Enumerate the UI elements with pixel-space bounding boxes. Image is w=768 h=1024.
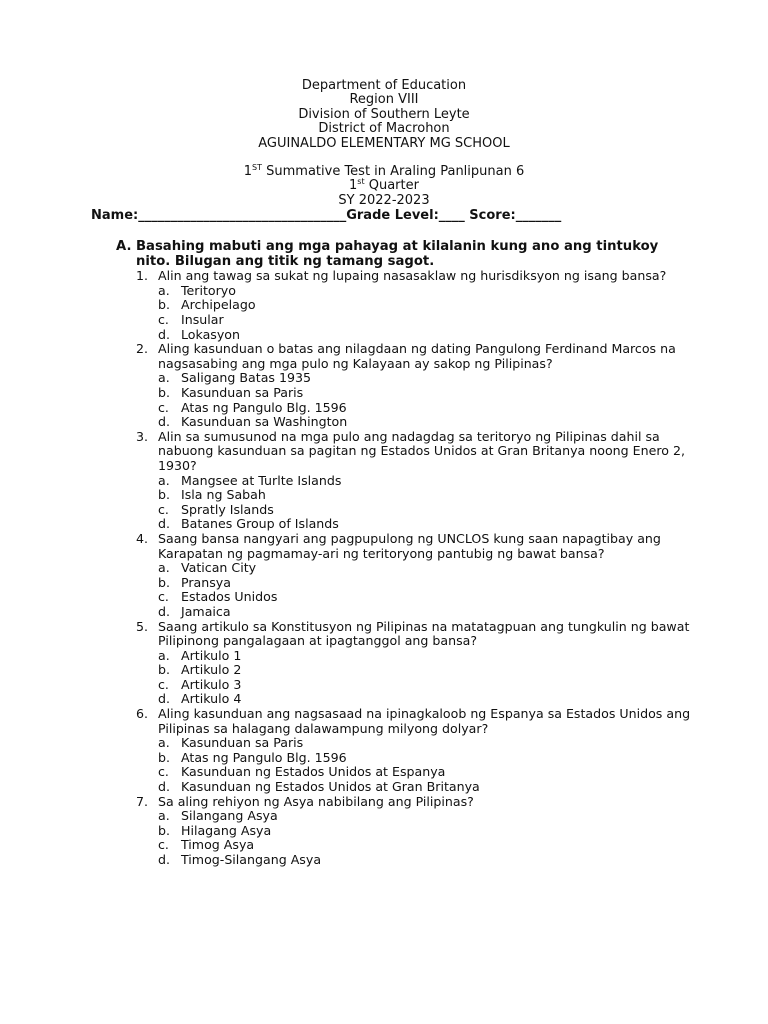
answer-choice — [158, 692, 696, 707]
question-item — [136, 620, 696, 708]
choice-text: Kasunduan sa Paris — [181, 735, 304, 751]
test-title-suffix: ST — [252, 163, 262, 173]
choice-list — [136, 561, 696, 619]
choice-list — [136, 371, 696, 429]
answer-choice — [158, 780, 696, 795]
choice-text: Hilagang Asya — [181, 822, 272, 838]
answer-choice — [158, 824, 696, 839]
quarter-suffix: st — [357, 177, 365, 187]
answer-choice — [158, 474, 696, 489]
answer-choice — [158, 765, 696, 780]
question-text: Alin ang tawag sa sukat ng lupaing nasasaklaw ng hurisdiksyon ng isang bansa? — [158, 268, 667, 284]
answer-choice — [158, 503, 696, 518]
choice-letter: d. — [158, 516, 170, 532]
choice-text: Insular — [181, 312, 224, 328]
answer-choice — [158, 298, 696, 313]
choice-letter: d. — [158, 779, 170, 795]
choice-text: Batanes Group of Islands — [181, 516, 339, 532]
section-label: A. — [116, 239, 132, 255]
choice-letter: a. — [158, 647, 170, 663]
header-spacer — [0, 151, 768, 165]
choice-text: Spratly Islands — [181, 501, 274, 517]
question-number: 5. — [136, 618, 149, 634]
question-item — [136, 342, 696, 430]
answer-choice — [158, 284, 696, 299]
choice-text: Artikulo 4 — [181, 691, 242, 707]
choice-text: Pransya — [181, 574, 231, 590]
choice-letter: d. — [158, 603, 170, 619]
answer-choice — [158, 517, 696, 532]
answer-choice — [158, 853, 696, 868]
quarter-text: Quarter — [364, 178, 419, 194]
question-text: Alin sa sumusunod na mga pulo ang nadagdag sa teritoryo ng Pilipinas dahil sa nabuong kasunduan sa pagitan ng Estados Unidos at Gran Britanya noong Enero 2, 1930? — [158, 428, 685, 473]
choice-letter: b. — [158, 662, 170, 678]
choice-letter: c. — [158, 676, 169, 692]
choice-letter: b. — [158, 487, 170, 503]
choice-letter: b. — [158, 385, 170, 400]
choice-text: Archipelago — [181, 297, 256, 313]
header-region: Region VIII — [349, 92, 419, 108]
choice-letter: b. — [158, 574, 170, 590]
choice-text: Silangang Asya — [181, 808, 278, 824]
header-district: District of Macrohon — [318, 121, 450, 137]
choice-list — [136, 284, 696, 342]
choice-text: Vatican City — [181, 560, 257, 576]
choice-text: Artikulo 3 — [181, 676, 242, 692]
question-list — [116, 269, 696, 867]
choice-text: Kasunduan ng Estados Unidos at Espanya — [181, 764, 446, 780]
question-item — [136, 269, 696, 342]
answer-choice — [158, 401, 696, 416]
choice-letter: d. — [158, 852, 170, 867]
question-number: 6. — [136, 706, 149, 722]
test-title-text: Summative Test in Araling Panlipunan 6 — [262, 164, 525, 180]
choice-letter: a. — [158, 472, 170, 488]
choice-text: Mangsee at Turlte Islands — [181, 472, 342, 488]
school-year: SY 2022-2023 — [338, 192, 430, 208]
choice-letter: a. — [158, 808, 170, 824]
question-row — [136, 707, 696, 736]
quarter-label — [0, 179, 768, 193]
question-item — [136, 532, 696, 620]
answer-choice — [158, 663, 696, 678]
question-number: 1. — [136, 268, 149, 284]
answer-choice — [158, 313, 696, 328]
question-number: 7. — [136, 793, 149, 809]
test-title-number: 1 — [243, 164, 253, 180]
answer-choice — [158, 751, 696, 766]
choice-letter: b. — [158, 822, 170, 838]
header-division: Division of Southern Leyte — [298, 106, 470, 122]
choice-list — [136, 649, 696, 707]
answer-choice — [158, 488, 696, 503]
answer-choice — [158, 576, 696, 591]
question-row — [136, 795, 696, 810]
question-row — [136, 620, 696, 649]
choice-letter: a. — [158, 370, 170, 386]
question-item — [136, 795, 696, 868]
question-item — [136, 707, 696, 795]
answer-choice — [158, 838, 696, 853]
question-text: Aling kasunduan o batas ang nilagdaan ng dating Pangulong Ferdinand Marcos na nagsasabing ang mga pulo ng Kalayaan ay sakop ng Pilipinas? — [158, 341, 676, 371]
choice-letter: d. — [158, 326, 170, 342]
choice-letter: d. — [158, 691, 170, 707]
choice-text: Teritoryo — [181, 282, 236, 298]
answer-choice — [158, 415, 696, 430]
quarter-number: 1 — [349, 178, 358, 194]
choice-letter: c. — [158, 312, 169, 328]
choice-text: Timog Asya — [181, 837, 255, 853]
choice-list — [136, 736, 696, 794]
choice-letter: c. — [158, 764, 169, 780]
choice-text: Kasunduan ng Estados Unidos at Gran Britanya — [181, 779, 480, 795]
header-school: AGUINALDO ELEMENTARY MG SCHOOL — [258, 135, 510, 151]
answer-choice — [158, 809, 696, 824]
section-instruction — [116, 239, 696, 269]
choice-letter: c. — [158, 399, 169, 415]
choice-text: Atas ng Pangulo Blg. 1596 — [181, 399, 347, 415]
question-number: 2. — [136, 341, 149, 357]
choice-letter: a. — [158, 560, 170, 576]
question-row — [136, 532, 696, 561]
answer-choice — [158, 328, 696, 343]
choice-text: Jamaica — [181, 603, 231, 619]
choice-text: Estados Unidos — [181, 589, 278, 605]
choice-text: Kasunduan sa Paris — [181, 385, 304, 400]
section-instruction-text: Basahing mabuti ang mga pahayag at kilalanin kung ano ang tintukoy nito. Bilugan ang titik ng tamang sagot. — [136, 239, 659, 270]
choice-text: Atas ng Pangulo Blg. 1596 — [181, 749, 347, 765]
choice-text: Kasunduan sa Washington — [181, 414, 348, 430]
question-item — [136, 430, 696, 532]
answer-choice — [158, 371, 696, 386]
choice-list — [136, 809, 696, 867]
student-info-line: Name:________________________________Grade Level:____ Score:_______ — [91, 208, 562, 224]
question-text: Sa aling rehiyon ng Asya nabibilang ang Pilipinas? — [158, 793, 474, 809]
choice-text: Artikulo 1 — [181, 647, 242, 663]
choice-letter: d. — [158, 414, 170, 430]
choice-text: Lokasyon — [181, 326, 240, 342]
choice-text: Isla ng Sabah — [181, 487, 266, 503]
question-text: Saang artikulo sa Konstitusyon ng Pilipinas na matatagpuan ang tungkulin ng bawat Pilipinong pangalagaan at ipagtanggol ang bansa? — [158, 618, 690, 649]
answer-choice — [158, 605, 696, 620]
answer-choice — [158, 590, 696, 605]
choice-letter: c. — [158, 837, 169, 853]
answer-choice — [158, 736, 696, 751]
question-row — [136, 269, 696, 284]
section-a — [116, 239, 696, 867]
question-number: 3. — [136, 428, 149, 444]
answer-choice — [158, 561, 696, 576]
question-row — [136, 342, 696, 371]
choice-letter: b. — [158, 297, 170, 313]
choice-letter: b. — [158, 749, 170, 765]
choice-letter: a. — [158, 735, 170, 751]
header-department: Department of Education — [301, 78, 467, 93]
choice-text: Artikulo 2 — [181, 662, 242, 678]
choice-text: Saligang Batas 1935 — [181, 370, 312, 386]
question-text: Saang bansa nangyari ang pagpupulong ng UNCLOS kung saan napagtibay ang Karapatan ng pagmamay-ari ng teritoryong pantubig ng bawat bansa? — [158, 530, 661, 561]
choice-letter: c. — [158, 589, 169, 605]
answer-choice — [158, 649, 696, 664]
choice-text: Timog-Silangang Asya — [181, 852, 322, 867]
choice-letter: a. — [158, 282, 170, 298]
answer-choice — [158, 678, 696, 693]
question-row — [136, 430, 696, 474]
question-text: Aling kasunduan ang nagsasaad na ipinagkaloob ng Espanya sa Estados Unidos ang Pilipinas sa halagang dalawampung milyong dolyar? — [158, 706, 691, 736]
choice-list — [136, 474, 696, 532]
answer-choice — [158, 386, 696, 401]
document-header — [0, 79, 768, 208]
question-number: 4. — [136, 530, 149, 546]
choice-letter: c. — [158, 501, 169, 517]
